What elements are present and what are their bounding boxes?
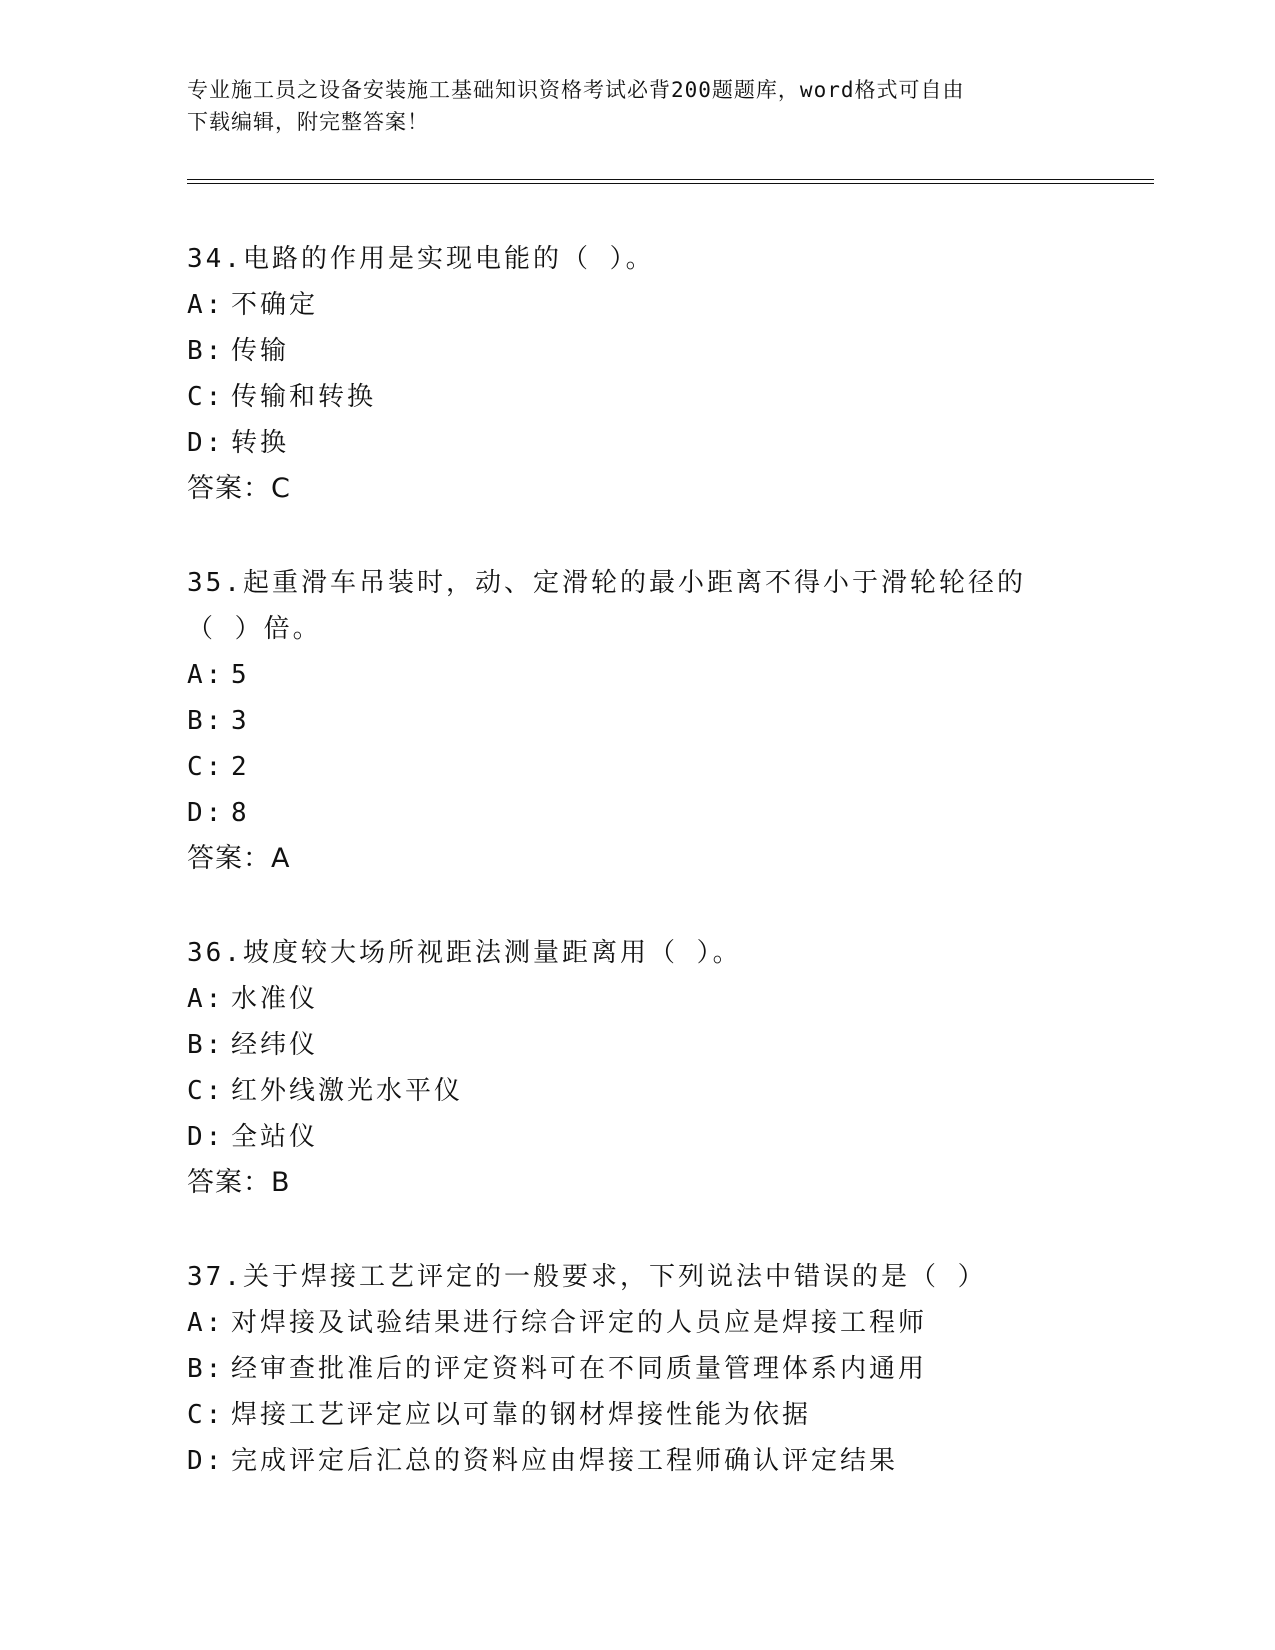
- option-key: B:: [187, 706, 225, 736]
- question-list: [187, 236, 1087, 1484]
- header-line-2: 下载编辑，附完整答案！: [187, 110, 429, 134]
- option-d: [187, 420, 1087, 466]
- option-key: D:: [187, 1122, 225, 1152]
- answer-line: 答案：A: [187, 843, 291, 874]
- option-text: 不确定: [231, 290, 319, 320]
- option-text: 焊接工艺评定应以可靠的钢材焊接性能为依据: [231, 1400, 812, 1430]
- option-text: 2: [231, 752, 250, 782]
- option-b: [187, 328, 1087, 374]
- option-key: C:: [187, 382, 225, 412]
- option-key: B:: [187, 1354, 225, 1384]
- question-stem: 34.电路的作用是实现电能的（ ）。: [187, 244, 655, 274]
- option-c: [187, 374, 1087, 420]
- option-key: C:: [187, 752, 225, 782]
- option-text: 8: [231, 798, 250, 828]
- answer-line: 答案：C: [187, 473, 291, 504]
- option-c: [187, 1392, 1087, 1438]
- option-c: [187, 1068, 1087, 1114]
- option-text: 经纬仪: [231, 1030, 319, 1060]
- answer-line: 答案：B: [187, 1167, 291, 1198]
- option-key: C:: [187, 1076, 225, 1106]
- option-text: 传输: [231, 336, 290, 366]
- option-a: [187, 282, 1087, 328]
- question-stem: 36.坡度较大场所视距法测量距离用（ ）。: [187, 938, 742, 968]
- option-key: A:: [187, 660, 225, 690]
- header-divider: [187, 179, 1154, 184]
- option-key: D:: [187, 798, 225, 828]
- option-key: C:: [187, 1400, 225, 1430]
- option-text: 完成评定后汇总的资料应由焊接工程师确认评定结果: [231, 1446, 899, 1476]
- option-b: [187, 1022, 1087, 1068]
- option-key: B:: [187, 1030, 225, 1060]
- option-a: [187, 976, 1087, 1022]
- question-35: [187, 560, 1087, 882]
- option-key: D:: [187, 1446, 225, 1476]
- question-stem: 37.关于焊接工艺评定的一般要求，下列说法中错误的是（ ）: [187, 1262, 987, 1292]
- option-text: 转换: [231, 428, 290, 458]
- option-d: [187, 1114, 1087, 1160]
- question-stem: 35.起重滑车吊装时，动、定滑轮的最小距离不得小于滑轮轮径的（ ）倍。: [187, 568, 1026, 644]
- option-key: A:: [187, 290, 225, 320]
- option-b: [187, 698, 1087, 744]
- question-36: [187, 930, 1087, 1206]
- option-text: 3: [231, 706, 250, 736]
- option-text: 对焊接及试验结果进行综合评定的人员应是焊接工程师: [231, 1308, 928, 1338]
- option-text: 经审查批准后的评定资料可在不同质量管理体系内通用: [231, 1354, 928, 1384]
- option-text: 水准仪: [231, 984, 319, 1014]
- header-line-1: 专业施工员之设备安装施工基础知识资格考试必背200题题库，word格式可自由: [187, 78, 965, 102]
- option-key: B:: [187, 336, 225, 366]
- option-d: [187, 1438, 1087, 1484]
- option-text: 全站仪: [231, 1122, 319, 1152]
- option-a: [187, 652, 1087, 698]
- option-text: 传输和转换: [231, 382, 377, 412]
- option-text: 5: [231, 660, 250, 690]
- option-key: A:: [187, 984, 225, 1014]
- question-37: [187, 1254, 1087, 1484]
- option-a: [187, 1300, 1087, 1346]
- option-d: [187, 790, 1087, 836]
- option-key: D:: [187, 428, 225, 458]
- question-34: [187, 236, 1087, 512]
- option-c: [187, 744, 1087, 790]
- document-header: [187, 74, 1087, 138]
- option-key: A:: [187, 1308, 225, 1338]
- option-text: 红外线激光水平仪: [231, 1076, 464, 1106]
- option-b: [187, 1346, 1087, 1392]
